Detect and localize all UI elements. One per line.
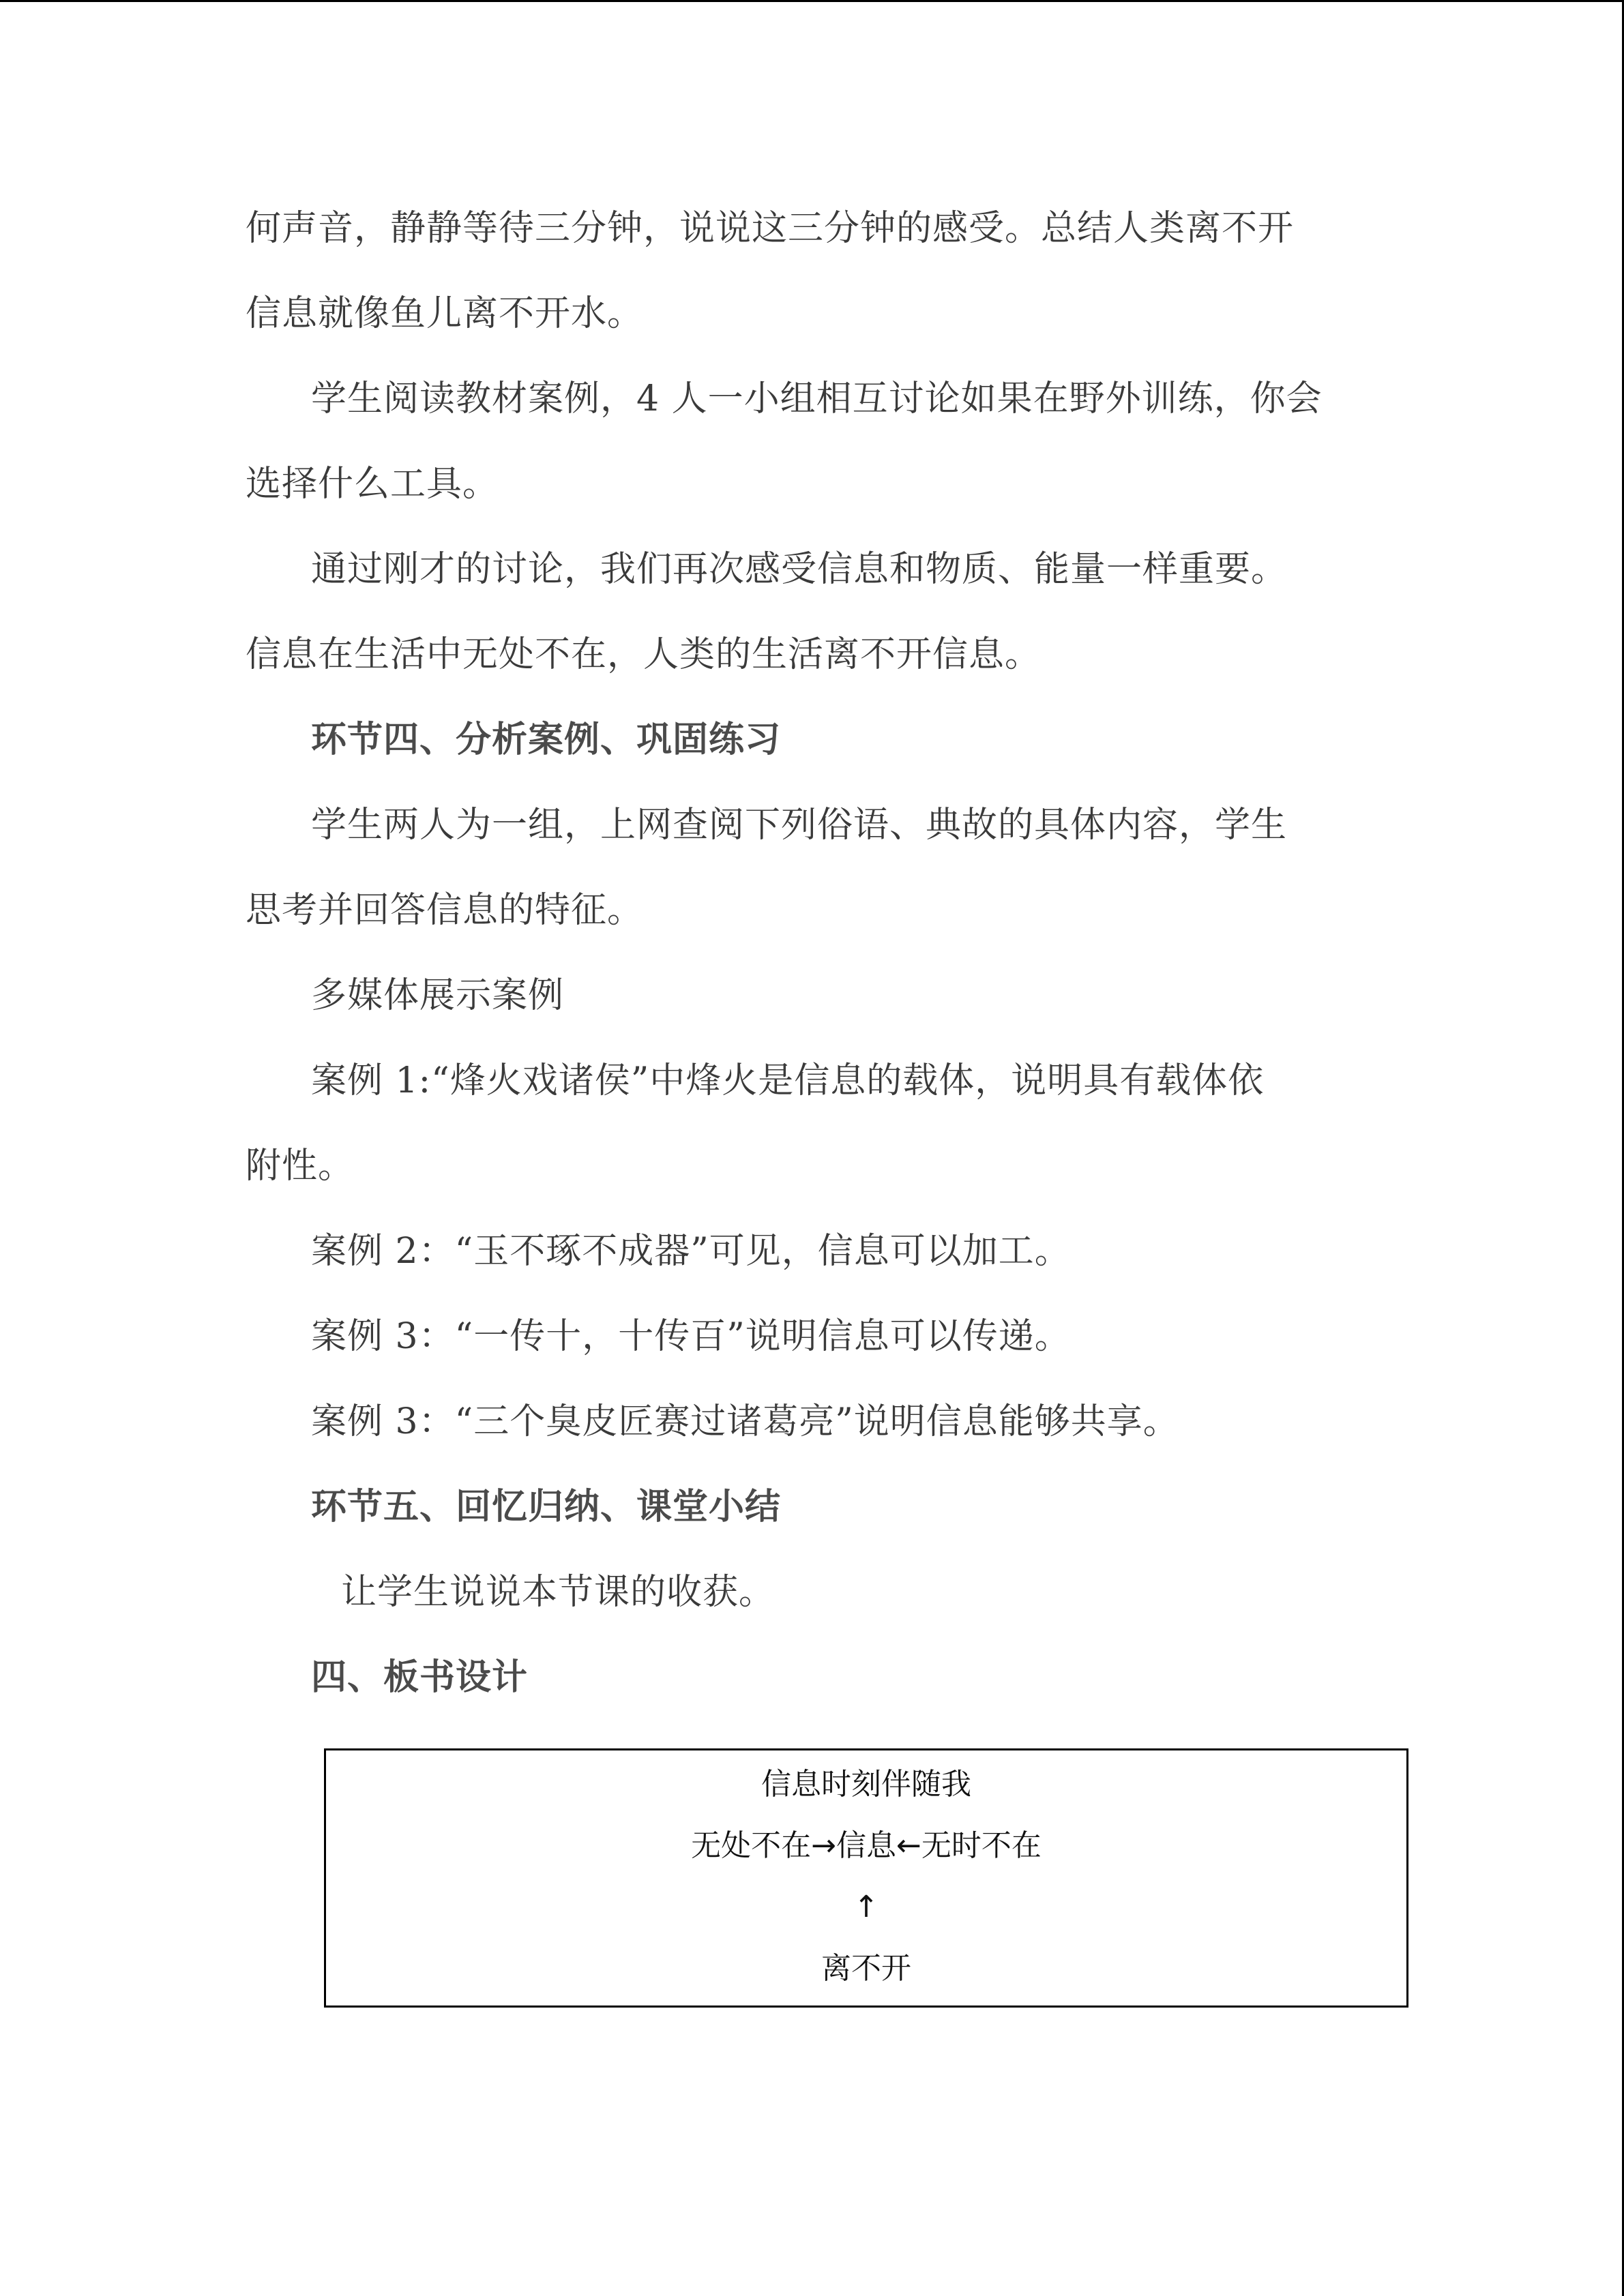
paragraph-line: 学生两人为一组，上网查阅下列俗语、典故的具体内容，学生	[311, 805, 1288, 846]
paragraph-line: 让学生说说本节课的收获。	[341, 1572, 776, 1613]
paragraph-line: 信息就像鱼儿离不开水。	[246, 293, 644, 334]
paragraph-line: 信息在生活中无处不在，人类的生活离不开信息。	[246, 634, 1042, 675]
section-heading: 环节四、分析案例、巩固练习	[311, 719, 782, 760]
paragraph-line: 案例 3：“一传十，十传百”说明信息可以传递。	[311, 1316, 1071, 1357]
paragraph-line: 选择什么工具。	[246, 464, 499, 505]
board-title: 信息时刻伴随我	[761, 1767, 971, 1802]
paragraph-line: 案例 1:“烽火戏诸侯”中烽火是信息的载体，说明具有载体依	[311, 1060, 1265, 1101]
paragraph-line: 通过刚才的讨论，我们再次感受信息和物质、能量一样重要。	[311, 549, 1288, 590]
paragraph-line: 案例 3：“三个臭皮匠赛过诸葛亮”说明信息能够共享。	[311, 1401, 1179, 1442]
paragraph-line: 何声音，静静等待三分钟，说说这三分钟的感受。总结人类离不开	[246, 208, 1295, 249]
paragraph-line: 思考并回答信息的特征。	[246, 890, 644, 931]
blackboard-design-box	[324, 1748, 1408, 2008]
paragraph-line: 附性。	[246, 1146, 355, 1187]
section-heading: 四、板书设计	[311, 1657, 529, 1698]
section-heading: 环节五、回忆归纳、课堂小结	[311, 1487, 782, 1527]
paragraph-line: 学生阅读教材案例，4 人一小组相互讨论如果在野外训练，你会	[311, 378, 1323, 419]
paragraph-line: 案例 2：“玉不琢不成器”可见，信息可以加工。	[311, 1231, 1071, 1272]
board-row: 无处不在→信息←无时不在	[691, 1828, 1042, 1863]
paragraph-line: 多媒体展示案例	[311, 975, 565, 1016]
board-bottom: 离不开	[821, 1951, 911, 1986]
up-arrow-icon: ↑	[853, 1890, 879, 1924]
